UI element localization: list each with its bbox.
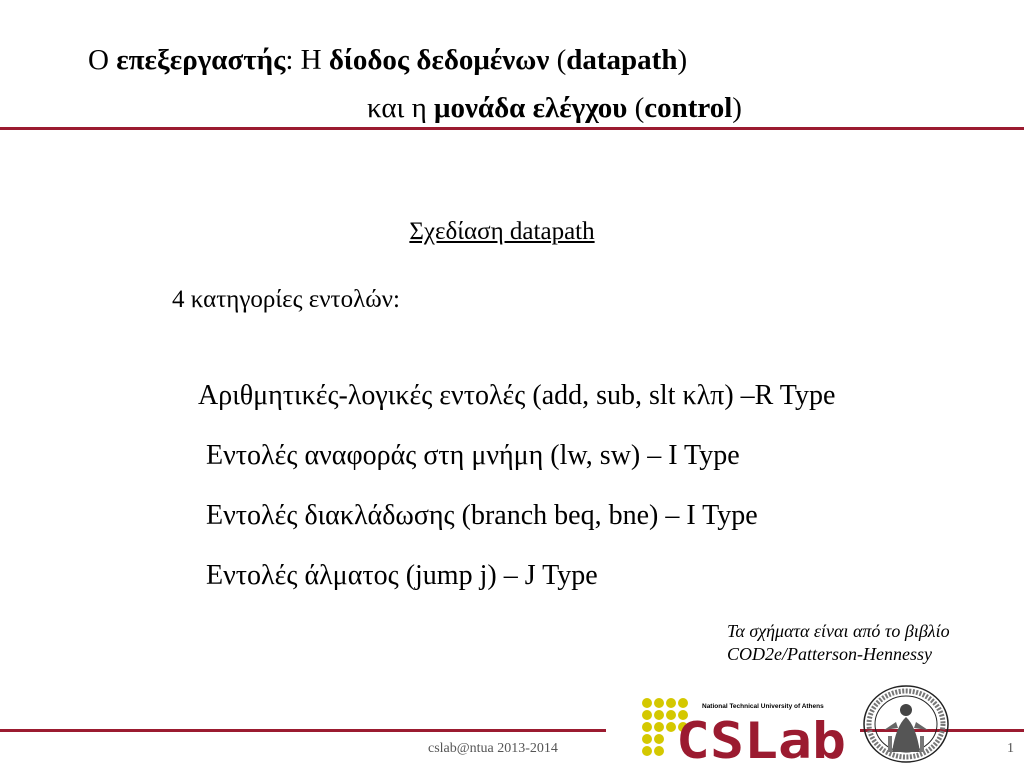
logo-dot (654, 698, 664, 708)
logo-dot (654, 710, 664, 720)
intro-text: 4 κατηγορίες εντολών: (172, 286, 400, 313)
section-heading: Σχεδίαση datapath (409, 218, 595, 245)
logo-dot (642, 722, 652, 732)
logo-dot (666, 722, 676, 732)
category-item-jump: Εντολές άλματος (jump j) – J Type (206, 560, 598, 591)
ntua-seal (862, 684, 950, 764)
logo-dot (642, 746, 652, 756)
source-note-line-2: COD2e/Patterson-Hennessy (727, 644, 932, 664)
logo-dot (654, 734, 664, 744)
category-item-branch: Εντολές διακλάδωσης (branch beq, bne) – I Type (206, 500, 758, 531)
footer-divider-left (0, 729, 606, 732)
logo-dot (654, 722, 664, 732)
title-divider (0, 127, 1024, 130)
page-number: 1 (1007, 741, 1014, 756)
footer-text: cslab@ntua 2013-2014 (428, 741, 558, 756)
logo-dot (666, 698, 676, 708)
logo-dot (654, 746, 664, 756)
logo-wordmark: CSLab (676, 712, 846, 762)
logo-caption: National Technical University of Athens (702, 703, 824, 710)
logo-dot (642, 734, 652, 744)
logo-dot (678, 698, 688, 708)
logo-dot (642, 710, 652, 720)
slide-title-line-2: και η μονάδα ελέγχου (control) (367, 92, 742, 124)
source-note (727, 620, 950, 666)
slide-title-line-1: Ο επεξεργαστής: Η δίοδος δεδομένων (datapath) (88, 44, 688, 76)
logo-dot (642, 698, 652, 708)
logo-dot (666, 710, 676, 720)
category-item-arithmetic: Αριθμητικές-λογικές εντολές (add, sub, slt κλπ) –R Type (198, 380, 836, 411)
source-note-line-1: Τα σχήματα είναι από το βιβλίο (727, 621, 950, 641)
cslab-logo (640, 696, 850, 762)
category-item-memory: Εντολές αναφοράς στη μνήμη (lw, sw) – I Type (206, 440, 740, 471)
